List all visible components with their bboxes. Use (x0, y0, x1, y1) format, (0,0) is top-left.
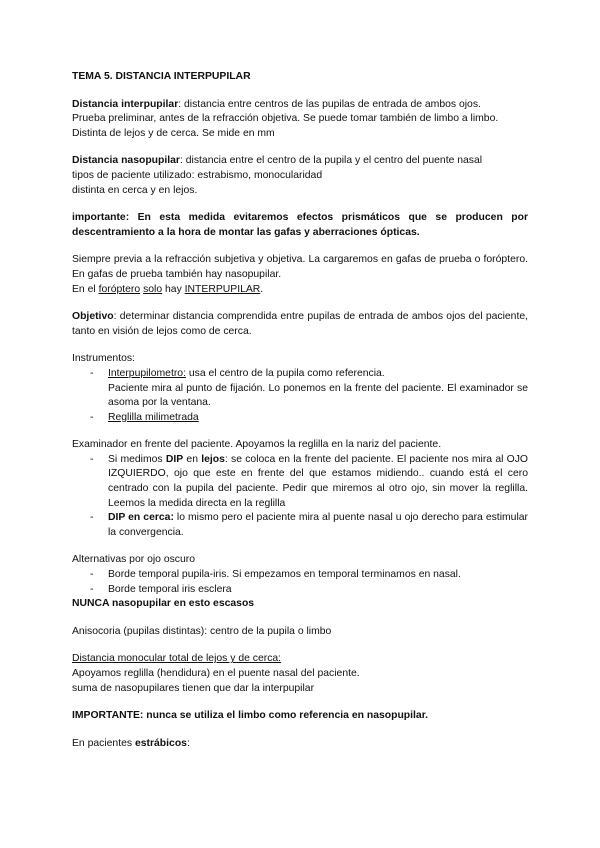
doc-title: TEMA 5. DISTANCIA INTERPUPILAR (72, 71, 251, 82)
monocular-line-2: suma de nasopupilares tienen que dar la interpupilar (72, 682, 315, 694)
list-item: - Borde temporal pupila-iris. Si empezamos en temporal terminamos en nasal. (72, 568, 528, 583)
anisocoria-line: Anisocoria (pupilas distintas): centro de la pupila o limbo (72, 625, 332, 637)
instrumentos-list (72, 367, 528, 425)
dip-term: Distancia interpupilar (72, 98, 179, 110)
dnp-line-2: tipos de paciente utilizado: estrabismo, monocularidad (72, 169, 323, 181)
list-item: - Reglilla milimetrada (72, 411, 528, 426)
foroptero-line: En el foróptero solo hay INTERPUPILAR. (72, 283, 264, 295)
list-item: - DIP en cerca: lo mismo pero el paciente mira al puente nasal u ojo derecho para estimular la convergencia. (72, 511, 528, 540)
monocular-heading: Distancia monocular total de lejos y de cerca: (72, 653, 282, 665)
list-item: - Borde temporal iris esclera (72, 583, 528, 598)
alternativas-heading: Alternativas por ojo oscuro (72, 554, 196, 566)
important-note-2: IMPORTANTE: nunca se utiliza el limbo como referencia en nasopupilar. (72, 710, 429, 722)
examinador-list (72, 453, 528, 541)
dnp-line-3: distinta en cerca y en lejos. (72, 184, 198, 196)
dnp-definition: Distancia nasopupilar: distancia entre el centro de la pupila y el centro del puente nasal (72, 155, 483, 167)
dnp-term: Distancia nasopupilar (72, 155, 180, 167)
list-item: - Interpupilometro: usa el centro de la pupila como referencia. Paciente mira al punto de fijación. Lo ponemos en la frente del paciente. El examinador se asoma por la ventana. (72, 367, 528, 411)
dip-line-2: Prueba preliminar, antes de la refracción objetiva. Se puede tomar también de limbo a limbo. (72, 113, 499, 125)
objetivo-paragraph: Objetivo: determinar distancia comprendida entre pupilas de entrada de ambos ojos del paciente, tanto en visión de lejos como de cerca. (72, 311, 528, 337)
important-note-1: importante: En esta medida evitaremos efectos prismáticos que se producen por descentramiento a la hora de montar las gafas y aberraciones ópticas. (72, 212, 528, 238)
nunca-note: NUNCA nasopupilar en esto escasos (72, 598, 255, 610)
dip-line-3: Distinta de lejos y de cerca. Se mide en mm (72, 127, 275, 139)
siempre-paragraph: Siempre previa a la refracción subjetiva y objetiva. La cargaremos en gafas de prueba o foróptero. En gafas de prueba también hay nasopupilar. (72, 254, 528, 280)
alternativas-list (72, 568, 528, 597)
examinador-line: Examinador en frente del paciente. Apoyamos la reglilla en la nariz del paciente. (72, 439, 442, 451)
dip-definition: Distancia interpupilar: distancia entre centros de las pupilas de entrada de ambos ojos. (72, 98, 481, 110)
objetivo-term: Objetivo (72, 311, 114, 323)
document-page (72, 70, 528, 751)
list-item: - Si medimos DIP en lejos: se coloca en la frente del paciente. El paciente nos mira al OJO IZQUIERDO, ojo que este en frente del que estamos midiendo.. cuando está el cero centrado con la pupila del paciente. Pedir que miremos al otro ojo, sin mover la reglilla. Leemos la medida directa en la reglilla (72, 453, 528, 511)
monocular-line-1: Apoyamos reglilla (hendidura) en el puente nasal del paciente. (72, 668, 360, 679)
estrabicos-line: En pacientes estrábicos: (72, 737, 190, 749)
instrumentos-heading: Instrumentos: (72, 353, 135, 365)
